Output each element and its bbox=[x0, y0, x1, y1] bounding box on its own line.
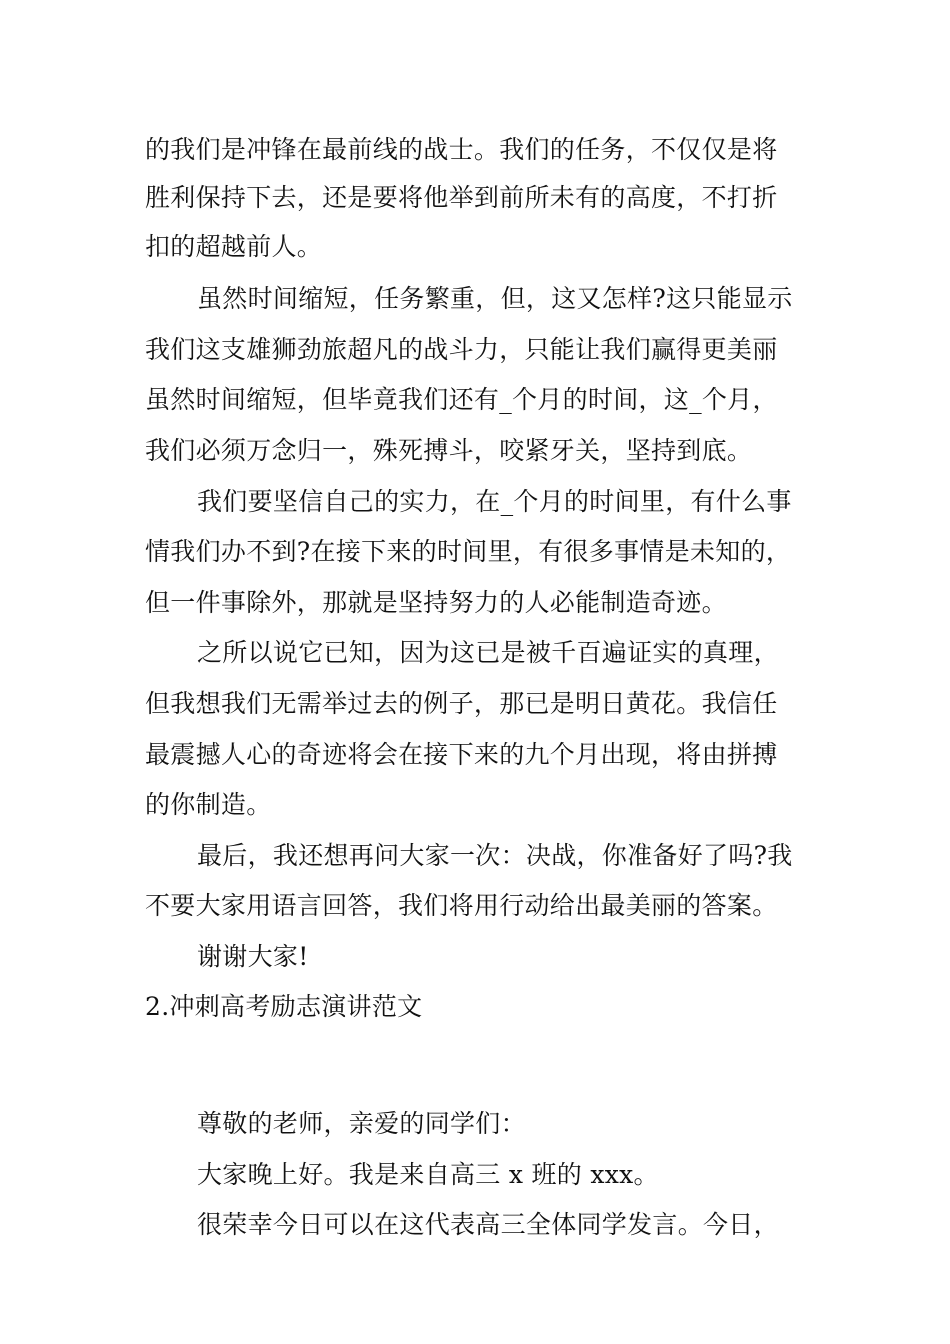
closing-thanks: 谢谢大家! bbox=[197, 942, 309, 971]
text-line: 但一件事除外，那就是坚持努力的人必能制造奇迹。 bbox=[145, 588, 727, 617]
text-line: 扣的超越前人。 bbox=[145, 232, 323, 261]
paragraph-first-line: 我们要坚信自己的实力，在_个月的时间里，有什么事 bbox=[197, 487, 792, 516]
text-line: 胜利保持下去，还是要将他举到前所未有的高度，不打折 bbox=[145, 183, 778, 212]
paragraph-first-line: 虽然时间缩短，任务繁重，但，这又怎样?这只能显示 bbox=[197, 284, 793, 313]
text-line: 虽然时间缩短，但毕竟我们还有_个月的时间，这_个月， bbox=[145, 385, 778, 414]
greeting-line: 大家晚上好。我是来自高三 x 班的 xxx。 bbox=[197, 1160, 659, 1189]
text-line: 的你制造。 bbox=[145, 790, 272, 819]
salutation: 尊敬的老师，亲爱的同学们： bbox=[197, 1109, 526, 1138]
section-heading: 2.冲刺高考励志演讲范文 bbox=[145, 992, 423, 1021]
text-line: 不要大家用语言回答，我们将用行动给出最美丽的答案。 bbox=[145, 891, 778, 920]
text-line: 情我们办不到?在接下来的时间里，有很多事情是未知的， bbox=[145, 537, 792, 566]
paragraph-first-line: 之所以说它已知，因为这已是被千百遍证实的真理， bbox=[197, 638, 779, 667]
text-line: 最震撼人心的奇迹将会在接下来的九个月出现，将由拼搏 bbox=[145, 740, 778, 769]
text-line: 我们必须万念归一，殊死搏斗，咬紧牙关，坚持到底。 bbox=[145, 436, 753, 465]
text-line: 我们这支雄狮劲旅超凡的战斗力，只能让我们赢得更美丽 bbox=[145, 335, 778, 364]
text-line: 很荣幸今日可以在这代表高三全体同学发言。今日， bbox=[197, 1210, 779, 1239]
text-line: 但我想我们无需举过去的例子，那已是明日黄花。我信任 bbox=[145, 689, 778, 718]
text-line: 的我们是冲锋在最前线的战士。我们的任务，不仅仅是将 bbox=[145, 135, 778, 164]
paragraph-first-line: 最后，我还想再问大家一次：决战，你准备好了吗?我 bbox=[197, 841, 793, 870]
